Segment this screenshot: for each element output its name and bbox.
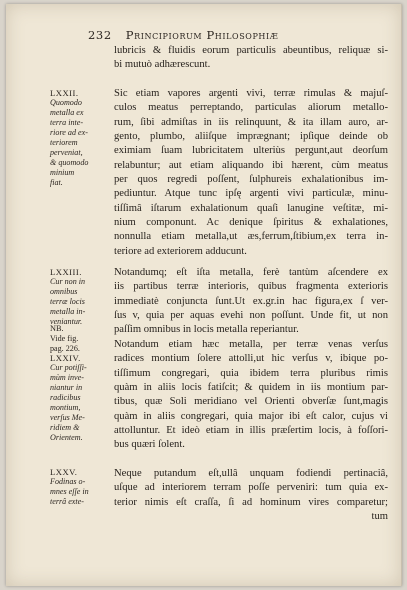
marginal-line: montium, bbox=[50, 403, 81, 412]
paragraph bbox=[114, 87, 388, 259]
marginal-note bbox=[50, 324, 112, 354]
marginal-line: metalla in- bbox=[50, 307, 86, 316]
marginal-line: riore ad ex- bbox=[50, 128, 88, 137]
paragraph bbox=[114, 266, 388, 338]
marginal-line: Quomodo bbox=[50, 98, 82, 107]
running-header bbox=[88, 28, 373, 42]
marginal-line: pag. 226. bbox=[50, 344, 80, 353]
marginal-line: terræ locis bbox=[50, 297, 85, 306]
marginal-line: niantur in bbox=[50, 383, 83, 392]
text-line: rum, ſibi admiſtas in iis relinquunt, & ita illam auro, ar- bbox=[114, 116, 388, 128]
nota-bene: NB. bbox=[50, 324, 64, 333]
paragraph bbox=[114, 44, 388, 73]
marginal-line: terra inte- bbox=[50, 118, 84, 127]
text-line: bi mutuò adhærescunt. bbox=[114, 59, 211, 71]
text-line: nonnulla etiam metalla,ut æs,ferrum,ſtibium,ex terra in- bbox=[114, 231, 388, 243]
text-line: Sic etiam vapores argenti vivi, terræ rimulas & majuſ- bbox=[114, 88, 388, 99]
marginal-note bbox=[50, 353, 112, 443]
text-line: iis partibus terræ interioris, quibus fragmenta exterioris bbox=[114, 281, 388, 293]
section-number: LXXII. bbox=[50, 88, 79, 98]
text-line: quàm in aliis congregari, quia major ibi eſt calor, cujus vi bbox=[114, 410, 388, 422]
marginal-line: Cur non in bbox=[50, 277, 86, 286]
text-line: gento, plumbo, aliiſque imprægnant; ipſique deinde ob bbox=[114, 131, 388, 143]
marginal-line: Vide fig. bbox=[50, 334, 79, 343]
paragraph bbox=[114, 467, 388, 524]
text-line: eximiam ſuam lubricitatem ulteriùs pergunt,aut deorſum bbox=[114, 145, 388, 157]
marginal-line: radicibus bbox=[50, 393, 81, 402]
text-line: Notandum etiam hæc metalla, per terræ venas verſus bbox=[114, 339, 388, 350]
book-page bbox=[6, 4, 402, 586]
text-line: Neque putandum eſt,ullâ unquam fodiendi pertinaciâ, bbox=[114, 468, 388, 479]
text-line: pediuntur. Atque tunc ipſę argenti vivi particulæ, minu- bbox=[114, 188, 388, 200]
marginal-line: Fodinas o- bbox=[50, 477, 86, 486]
text-line: Notandumq; eſt iſta metalla, ferè tantùm aſcendere ex bbox=[114, 267, 388, 278]
marginal-line: mùm inve- bbox=[50, 373, 84, 382]
text-line: nium componunt. Ac denique ſpiritus & exhalationes, bbox=[114, 217, 388, 229]
marginal-line: Cur potiſſi- bbox=[50, 363, 87, 372]
page-number: 232 bbox=[88, 28, 112, 42]
marginal-line: mnes eſſe in bbox=[50, 487, 89, 496]
text-line: attolluntur. Et ideò etiam in illis præſertim locis, à foſſori- bbox=[114, 425, 388, 437]
marginal-note bbox=[50, 467, 112, 507]
text-line: terior nimis eſt craſſa, ſi ad hominum vires comparetur; bbox=[114, 496, 388, 508]
marginal-line: ridiem & bbox=[50, 423, 80, 432]
text-line: ſus v, quia per aquas evehi non poſſunt. Unde fit, ut non bbox=[114, 310, 388, 322]
marginal-line: verſus Me- bbox=[50, 413, 85, 422]
text-line: teriore ad exteriorem adducunt. bbox=[114, 245, 247, 257]
marginal-line: terrâ exte- bbox=[50, 497, 84, 506]
text-line: uſque ad interiorem terram poſſe perveniri: tum quia ex- bbox=[114, 482, 388, 494]
marginal-line: veniantur. bbox=[50, 317, 83, 326]
section-number: LXXIII. bbox=[50, 267, 82, 277]
text-line: tibus, quæ Soli meridiano vel Orienti obverſæ ſunt,magis bbox=[114, 396, 388, 408]
marginal-line: metalla ex bbox=[50, 108, 84, 117]
text-line: lubricis & fluidis eorum particulis abeuntibus, reliquæ si- bbox=[114, 45, 388, 56]
text-line: tiſſimum congregari, quia ibidem terra pluribus rimis bbox=[114, 367, 388, 379]
text-line: tiſſimâ iſtarum exhalationum quaſi lanugine veſtitæ, mi- bbox=[114, 202, 388, 214]
marginal-line: minium bbox=[50, 168, 75, 177]
marginal-line: Orientem. bbox=[50, 433, 83, 442]
marginal-line: perveniat, bbox=[50, 148, 83, 157]
text-line: per quos regredi poſſent, ſulphureis exhalationibus im- bbox=[114, 174, 388, 186]
text-line: culos meatus perreptando, particulas aliorum metallo- bbox=[114, 102, 388, 114]
running-title: Principiorum Philosophiæ bbox=[125, 28, 279, 42]
text-line: tum bbox=[371, 511, 388, 523]
marginal-line: fiat. bbox=[50, 178, 63, 187]
section-number: LXXIV. bbox=[50, 353, 81, 363]
text-line: bus quæri ſolent. bbox=[114, 439, 185, 451]
marginal-line: teriorem bbox=[50, 138, 78, 147]
text-line: quàm in aliis locis fatiſcit; & quidem in iis montium par- bbox=[114, 382, 388, 394]
marginal-note bbox=[50, 88, 112, 188]
text-line: paſſim omnibus in locis metalla reperiantur. bbox=[114, 324, 299, 336]
section-number: LXXV. bbox=[50, 467, 78, 477]
text-line: radices montium ſolere attolli,ut hic verſus v, ibique po- bbox=[114, 353, 388, 365]
text-line: immediatè conjuncta ſunt.Ut ex.gr.in hac figura,ex ſ ver- bbox=[114, 295, 388, 307]
marginal-line: & quomodo bbox=[50, 158, 89, 167]
text-line: relabuntur; aut etiam aliquando ibi hærent, cùm meatus bbox=[114, 159, 388, 171]
paragraph bbox=[114, 338, 388, 453]
marginal-line: omnibus bbox=[50, 287, 78, 296]
marginal-note bbox=[50, 267, 112, 327]
